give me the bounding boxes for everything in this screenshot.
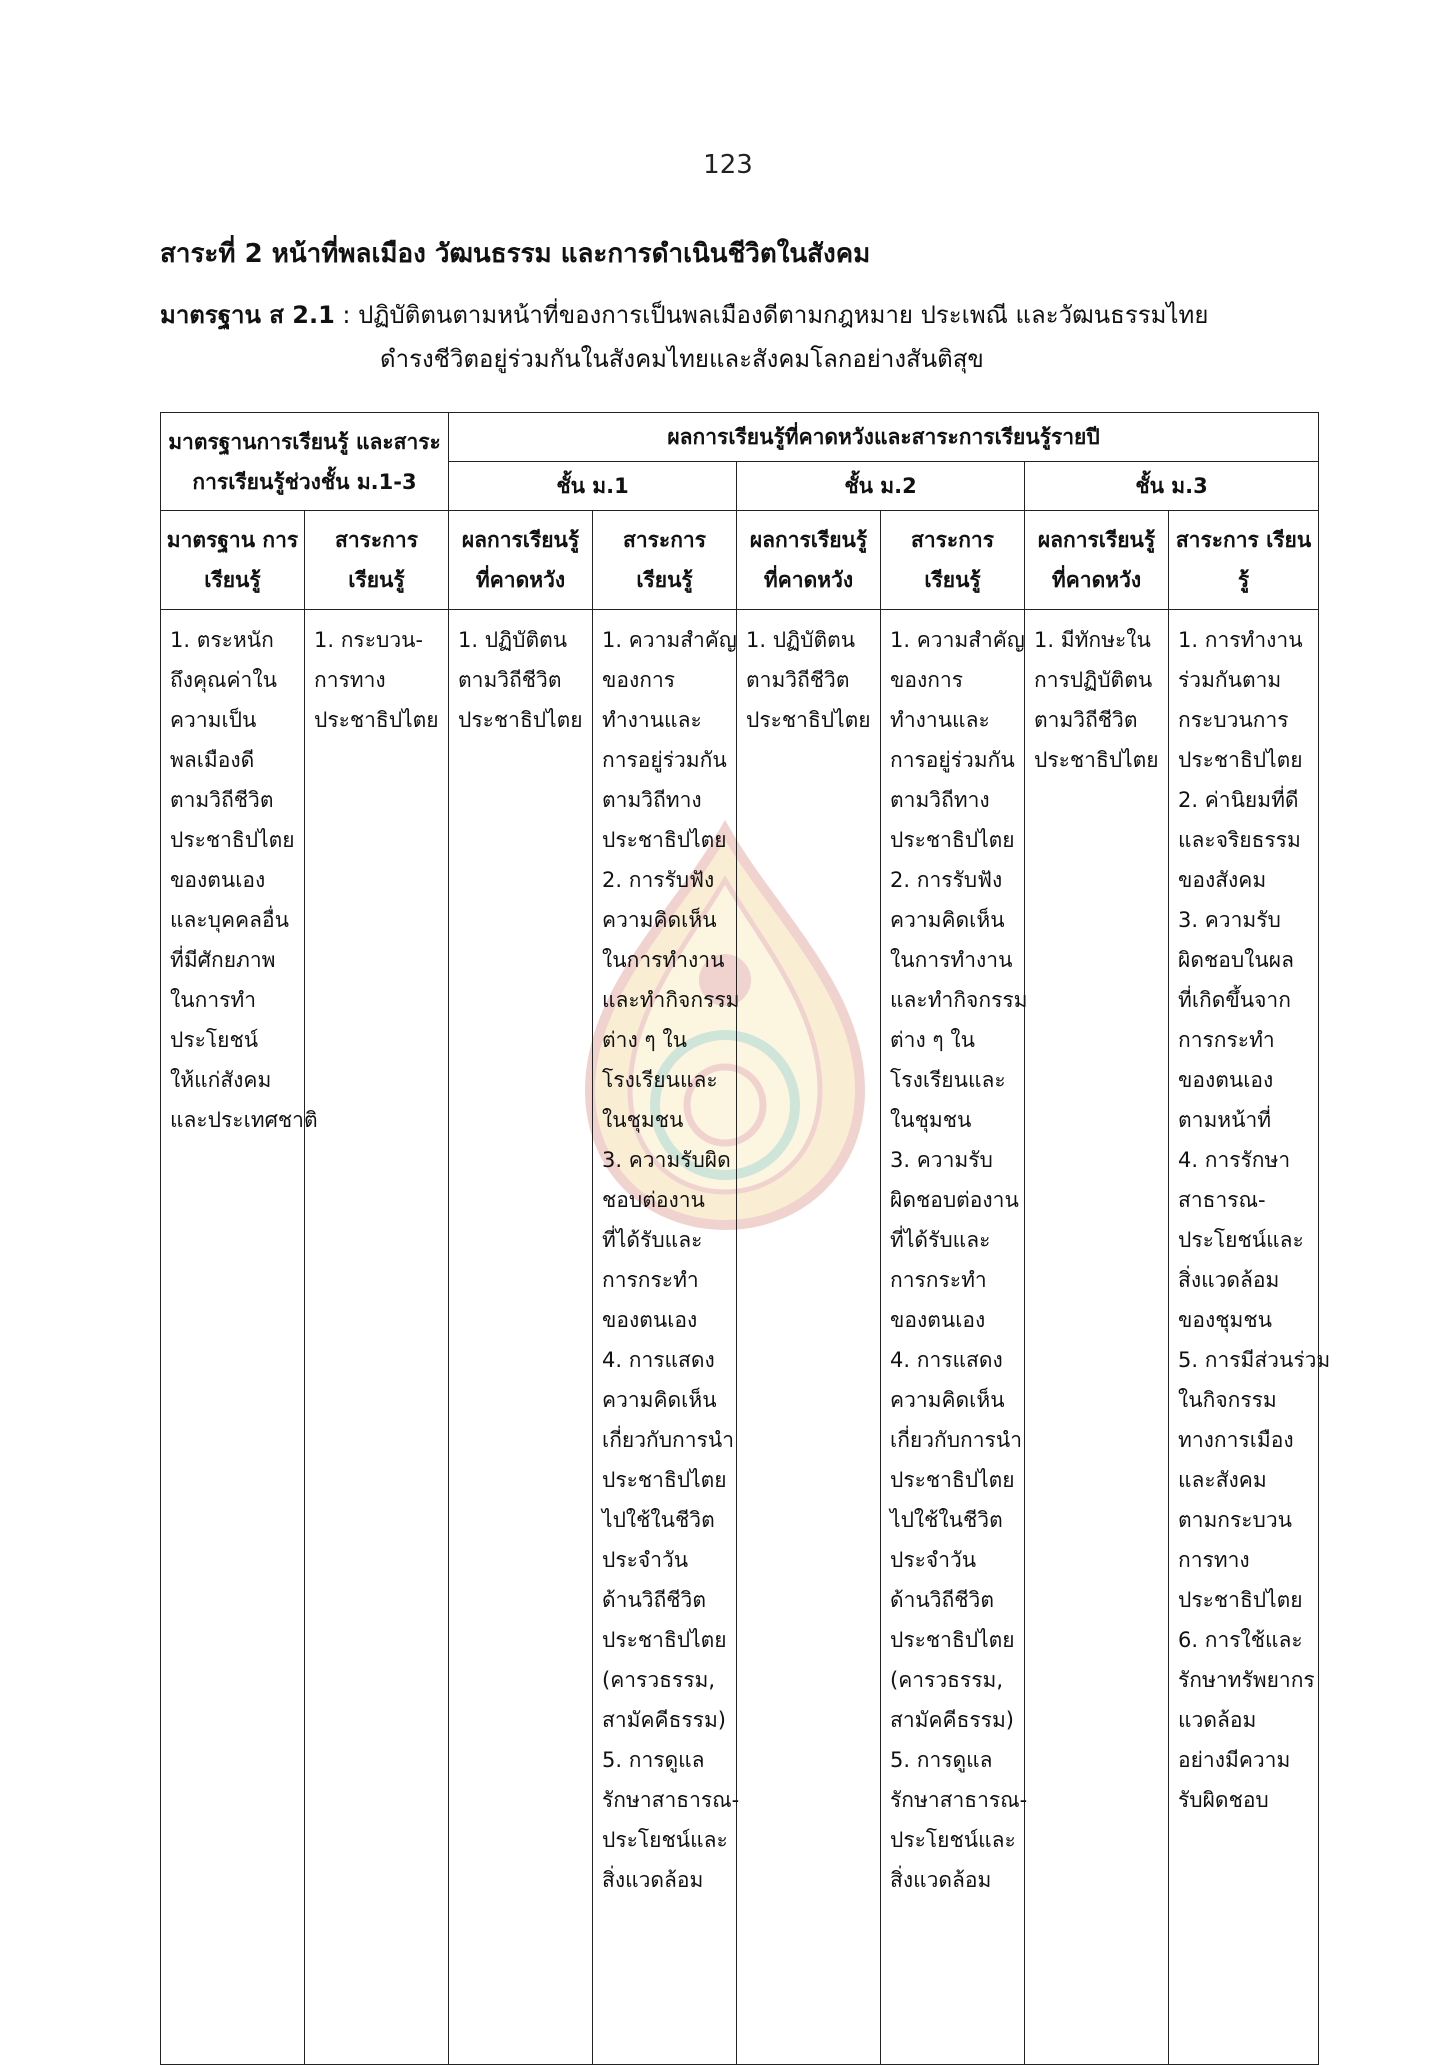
cell-text-line: 1. ความสำคัญ bbox=[602, 628, 737, 652]
cell-text-line: ของตนเอง bbox=[170, 868, 266, 892]
cell-text-line: สามัคคีธรรม) bbox=[890, 1708, 1014, 1732]
col-header-content: สาระการ เรียนรู้ bbox=[305, 511, 449, 610]
section-heading: สาระที่ 2 หน้าที่พลเมือง วัฒนธรรม และการดำเนินชีวิตในสังคม bbox=[160, 239, 871, 269]
cell-m2-outcomes bbox=[737, 610, 881, 2065]
cell-standard bbox=[161, 610, 318, 2065]
cell-text-line: การอยู่ร่วมกัน bbox=[602, 748, 727, 772]
curriculum-table bbox=[160, 412, 1331, 2065]
cell-text-line: ประจำวัน bbox=[602, 1548, 689, 1572]
cell-text-line: การทาง bbox=[1178, 1548, 1250, 1572]
cell-text-line: และจริยธรรม bbox=[1178, 828, 1301, 852]
cell-text-line: สาธารณ- bbox=[1178, 1188, 1266, 1212]
cell-text-line: ประชาธิปไตย bbox=[1178, 1588, 1303, 1612]
cell-m2-content bbox=[881, 610, 1028, 2065]
cell-text-line: ต่าง ๆ ใน bbox=[890, 1028, 975, 1052]
cell-text-line: อย่างมีความ bbox=[1178, 1748, 1291, 1772]
cell-text-line: การปฏิบัติตน bbox=[1034, 668, 1153, 692]
cell-text-line: 1. มีทักษะใน bbox=[1034, 628, 1151, 652]
cell-text-line: ประชาธิปไตย bbox=[602, 1628, 727, 1652]
cell-text-line: 1. ปฏิบัติตน bbox=[458, 628, 568, 652]
cell-text-line: ที่มีศักยภาพ bbox=[170, 948, 276, 972]
cell-text-line: ความคิดเห็น bbox=[602, 1388, 717, 1412]
cell-text-line: ผิดชอบในผล bbox=[1178, 948, 1294, 972]
cell-text-line: 3. ความรับ bbox=[890, 1148, 993, 1172]
cell-text-line: 1. ความสำคัญ bbox=[890, 628, 1025, 652]
cell-text-line: ของสังคม bbox=[1178, 868, 1267, 892]
col-header-m2-outcomes: ผลการเรียนรู้ ที่คาดหวัง bbox=[737, 511, 881, 610]
col-header-m1-outcomes: ผลการเรียนรู้ ที่คาดหวัง bbox=[449, 511, 593, 610]
cell-text-line: 4. การรักษา bbox=[1178, 1148, 1291, 1172]
cell-text-line: ประชาธิปไตย bbox=[602, 828, 727, 852]
cell-text-line: การกระทำ bbox=[890, 1268, 987, 1292]
cell-text-line: สิ่งแวดล้อม bbox=[602, 1868, 704, 1892]
cell-text-line: ประชาธิปไตย bbox=[890, 1628, 1015, 1652]
cell-text-line: รับผิดชอบ bbox=[1178, 1788, 1269, 1812]
standard-statement bbox=[160, 293, 1330, 381]
header-outcomes-group: ผลการเรียนรู้ที่คาดหวังและสาระการเรียนรู้รายปี bbox=[449, 413, 1319, 462]
cell-text-line: ด้านวิถีชีวิต bbox=[602, 1588, 706, 1612]
cell-text-line: ให้แก่สังคม bbox=[170, 1068, 272, 1092]
cell-content bbox=[305, 610, 449, 2065]
cell-text-line: โรงเรียนและ bbox=[890, 1068, 1006, 1092]
cell-text-line: ตามวิถีชีวิต bbox=[1034, 708, 1138, 732]
cell-text-line: สิ่งแวดล้อม bbox=[890, 1868, 992, 1892]
cell-m1-content bbox=[593, 610, 740, 2065]
standard-text-line1: ปฏิบัติตนตามหน้าที่ของการเป็นพลเมืองดีตามกฎหมาย ประเพณี และวัฒนธรรมไทย bbox=[358, 301, 1209, 329]
cell-text-line: ตามวิถีชีวิต bbox=[170, 788, 274, 812]
cell-text-line: ในชุมชน bbox=[890, 1108, 972, 1132]
cell-text-line: ทำงานและ bbox=[890, 708, 990, 732]
header-standards-group: มาตรฐานการเรียนรู้ และสาระการเรียนรู้ช่วงชั้น ม.1-3 bbox=[161, 413, 449, 511]
cell-text-line: ประชาธิปไตย bbox=[746, 708, 871, 732]
cell-text-line: และสังคม bbox=[1178, 1468, 1267, 1492]
cell-text-line: ในกิจกรรม bbox=[1178, 1388, 1277, 1412]
cell-text-line: โรงเรียนและ bbox=[602, 1068, 718, 1092]
grade-header-m3: ชั้น ม.3 bbox=[1025, 462, 1319, 511]
cell-text-line: ของการ bbox=[890, 668, 964, 692]
cell-text-line: สิ่งแวดล้อม bbox=[1178, 1268, 1280, 1292]
standard-separator: : bbox=[342, 301, 351, 329]
cell-text-line: ตามวิถีชีวิต bbox=[458, 668, 562, 692]
cell-text-line: 4. การแสดง bbox=[602, 1348, 715, 1372]
cell-text-line: ประชาธิปไตย bbox=[170, 828, 295, 852]
cell-text-line: ของตนเอง bbox=[602, 1308, 698, 1332]
cell-text-line: และทำกิจกรรม bbox=[602, 988, 740, 1012]
cell-text-line: (คารวธรรม, bbox=[890, 1668, 1004, 1692]
grade-header-m2: ชั้น ม.2 bbox=[737, 462, 1025, 511]
col-header-m1-content: สาระการ เรียนรู้ bbox=[593, 511, 737, 610]
cell-text-line: ความเป็น bbox=[170, 708, 257, 732]
cell-text-line: เกี่ยวกับการนำ bbox=[890, 1428, 1022, 1452]
cell-text-line: ประชาธิปไตย bbox=[1178, 748, 1303, 772]
cell-text-line: 5. การดูแล bbox=[890, 1748, 993, 1772]
cell-text-line: 4. การแสดง bbox=[890, 1348, 1003, 1372]
cell-text-line: ในชุมชน bbox=[602, 1108, 684, 1132]
cell-m3-outcomes bbox=[1025, 610, 1169, 2065]
cell-text-line: ทางการเมือง bbox=[1178, 1428, 1294, 1452]
cell-text-line: ประโยชน์และ bbox=[1178, 1228, 1304, 1252]
standard-text-line2: ดำรงชีวิตอยู่ร่วมกันในสังคมไทยและสังคมโลกอย่างสันติสุข bbox=[380, 345, 984, 373]
cell-text-line: ชอบต่องาน bbox=[602, 1188, 705, 1212]
cell-text-line: 2. การรับฟัง bbox=[602, 868, 715, 892]
cell-text-line: และประเทศชาติ bbox=[170, 1108, 318, 1132]
cell-m1-outcomes bbox=[449, 610, 593, 2065]
cell-text-line: ไปใช้ในชีวิต bbox=[602, 1508, 715, 1532]
cell-text-line: ประชาธิปไตย bbox=[602, 1468, 727, 1492]
cell-text-line: ในการทำงาน bbox=[602, 948, 725, 972]
col-header-m3-outcomes: ผลการเรียนรู้ ที่คาดหวัง bbox=[1025, 511, 1169, 610]
grade-header-m1: ชั้น ม.1 bbox=[449, 462, 737, 511]
cell-text-line: ประโยชน์และ bbox=[890, 1828, 1016, 1852]
cell-text-line: (คารวธรรม, bbox=[602, 1668, 716, 1692]
cell-text-line: ตามวิถีชีวิต bbox=[746, 668, 850, 692]
cell-text-line: การอยู่ร่วมกัน bbox=[890, 748, 1015, 772]
cell-text-line: ตามหน้าที่ bbox=[1178, 1108, 1272, 1132]
cell-text-line: ประชาธิปไตย bbox=[458, 708, 583, 732]
cell-text-line: ความคิดเห็น bbox=[890, 908, 1005, 932]
cell-text-line: ความคิดเห็น bbox=[602, 908, 717, 932]
cell-m3-content bbox=[1169, 610, 1331, 2065]
cell-text-line: 5. การดูแล bbox=[602, 1748, 705, 1772]
cell-text-line: 1. กระบวน- bbox=[314, 628, 424, 652]
cell-text-line: รักษาทรัพยากร bbox=[1178, 1668, 1315, 1692]
cell-text-line: 2. การรับฟัง bbox=[890, 868, 1003, 892]
table-row bbox=[161, 610, 1319, 2065]
cell-text-line: ที่ได้รับและ bbox=[890, 1228, 991, 1252]
cell-text-line: ในการทำงาน bbox=[890, 948, 1013, 972]
cell-text-line: ความคิดเห็น bbox=[890, 1388, 1005, 1412]
cell-text-line: เกี่ยวกับการนำ bbox=[602, 1428, 734, 1452]
cell-text-line: ของตนเอง bbox=[890, 1308, 986, 1332]
cell-text-line: การกระทำ bbox=[602, 1268, 699, 1292]
cell-text-line: ประโยชน์และ bbox=[602, 1828, 728, 1852]
cell-text-line: ทำงานและ bbox=[602, 708, 702, 732]
cell-text-line: ต่าง ๆ ใน bbox=[602, 1028, 687, 1052]
cell-text-line: ด้านวิถีชีวิต bbox=[890, 1588, 994, 1612]
cell-text-line: การกระทำ bbox=[1178, 1028, 1275, 1052]
cell-text-line: 2. ค่านิยมที่ดี bbox=[1178, 788, 1299, 812]
cell-text-line: ประชาธิปไตย bbox=[1034, 748, 1159, 772]
cell-text-line: ของชุมชน bbox=[1178, 1308, 1272, 1332]
cell-text-line: กระบวนการ bbox=[1178, 708, 1289, 732]
page-number: 123 bbox=[703, 150, 753, 180]
cell-text-line: 3. ความรับ bbox=[1178, 908, 1281, 932]
cell-text-line: สามัคคีธรรม) bbox=[602, 1708, 726, 1732]
cell-text-line: ตามวิถีทาง bbox=[890, 788, 990, 812]
cell-text-line: 1. การทำงาน bbox=[1178, 628, 1303, 652]
cell-text-line: ประโยชน์ bbox=[170, 1028, 259, 1052]
cell-text-line: ประชาธิปไตย bbox=[890, 1468, 1015, 1492]
cell-text-line: ประชาธิปไตย bbox=[890, 828, 1015, 852]
cell-text-line: ไปใช้ในชีวิต bbox=[890, 1508, 1003, 1532]
cell-text-line: ของการ bbox=[602, 668, 676, 692]
cell-text-line: ที่เกิดขึ้นจาก bbox=[1178, 988, 1291, 1012]
col-header-standard: มาตรฐาน การเรียนรู้ bbox=[161, 511, 305, 610]
cell-text-line: รักษาสาธารณ- bbox=[890, 1788, 1028, 1812]
cell-text-line: พลเมืองดี bbox=[170, 748, 255, 772]
cell-text-line: 1. ปฏิบัติตน bbox=[746, 628, 856, 652]
col-header-m2-content: สาระการ เรียนรู้ bbox=[881, 511, 1025, 610]
cell-text-line: ถึงคุณค่าใน bbox=[170, 668, 277, 692]
cell-text-line: 6. การใช้และ bbox=[1178, 1628, 1303, 1652]
cell-text-line: ร่วมกันตาม bbox=[1178, 668, 1282, 692]
col-header-m3-content: สาระการ เรียนรู้ bbox=[1169, 511, 1319, 610]
cell-text-line: ในการทำ bbox=[170, 988, 257, 1012]
cell-text-line: ของตนเอง bbox=[1178, 1068, 1274, 1092]
cell-text-line: และทำกิจกรรม bbox=[890, 988, 1028, 1012]
cell-text-line: ตามวิถีทาง bbox=[602, 788, 702, 812]
cell-text-line: ประชาธิปไตย bbox=[314, 708, 439, 732]
cell-text-line: 5. การมีส่วนร่วม bbox=[1178, 1348, 1331, 1372]
cell-text-line: รักษาสาธารณ- bbox=[602, 1788, 740, 1812]
cell-text-line: ประจำวัน bbox=[890, 1548, 977, 1572]
cell-text-line: และบุคคลอื่น bbox=[170, 908, 289, 932]
cell-text-line: ที่ได้รับและ bbox=[602, 1228, 703, 1252]
standard-label: มาตรฐาน ส 2.1 bbox=[160, 301, 335, 329]
cell-text-line: แวดล้อม bbox=[1178, 1708, 1257, 1732]
cell-text-line: ผิดชอบต่องาน bbox=[890, 1188, 1019, 1212]
cell-text-line: 3. ความรับผิด bbox=[602, 1148, 731, 1172]
cell-text-line: ตามกระบวน bbox=[1178, 1508, 1293, 1532]
cell-text-line: การทาง bbox=[314, 668, 386, 692]
cell-text-line: 1. ตระหนัก bbox=[170, 628, 274, 652]
